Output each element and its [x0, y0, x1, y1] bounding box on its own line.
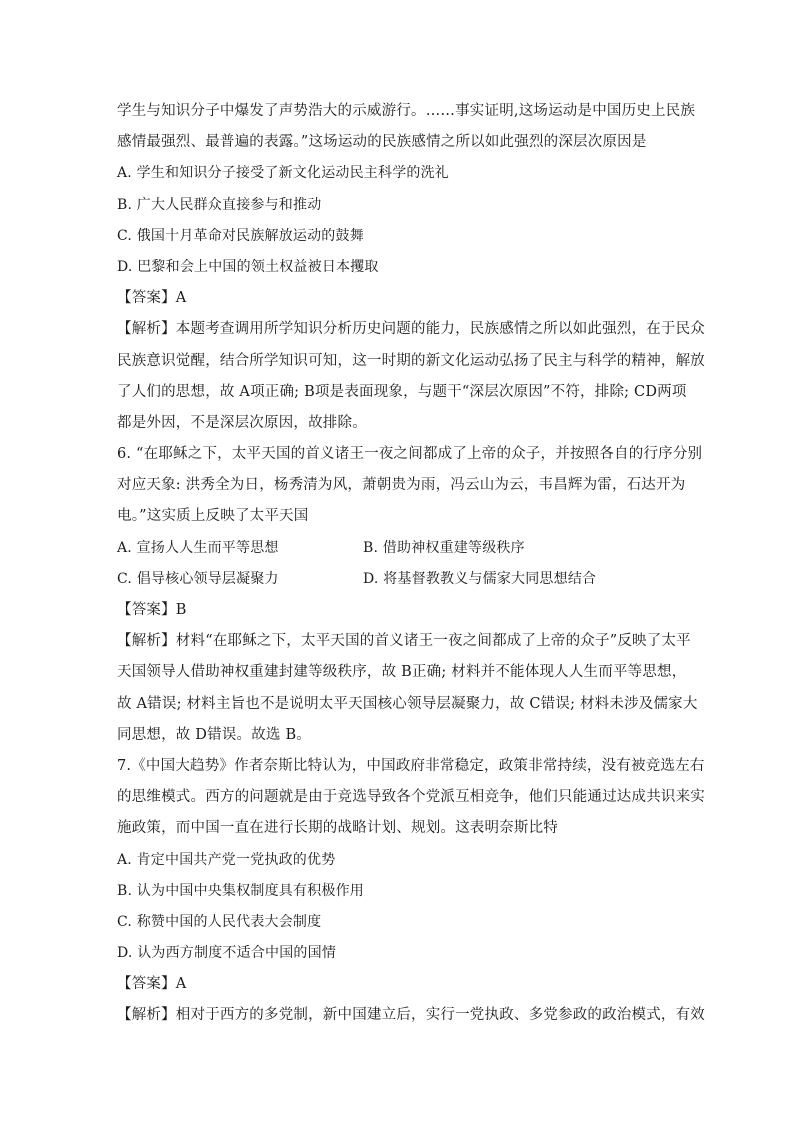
option-c: C. 倡导核心领导层凝聚力: [117, 570, 279, 587]
question-7: 7.《中国大趋势》作者奈斯比特认为，中国政府非常稳定，政策非常持续，没有被竞选左右: [117, 757, 705, 774]
option-b: B. 广大人民群众直接参与和推动: [117, 196, 322, 213]
text-line: 电。”这实质上反映了太平天国: [117, 508, 309, 525]
text-line: 感情最强烈、最普遍的表露。”这场运动的民族感情之所以如此强烈的深层次原因是: [117, 134, 647, 151]
option-d: D. 将基督教教义与儒家大同思想结合: [363, 570, 597, 587]
option-c: C. 俄国十月革命对民族解放运动的鼓舞: [117, 227, 364, 244]
option-a: A. 宣扬人人生而平等思想: [117, 539, 279, 556]
option-a: A. 学生和知识分子接受了新文化运动民主科学的洗礼: [117, 165, 450, 182]
option-row: [117, 533, 677, 564]
text-line: 民族意识觉醒，结合所学知识可知，这一时期的新文化运动弘扬了民主与科学的精神，解放: [117, 352, 705, 369]
option-d: D. 巴黎和会上中国的领土权益被日本攫取: [117, 258, 379, 275]
option-d: D. 认为西方制度不适合中国的国情: [117, 945, 337, 962]
option-c: C. 称赞中国的人民代表大会制度: [117, 913, 322, 930]
answer-line: 【答案】B: [117, 602, 187, 618]
text-line: 学生与知识分子中爆发了声势浩大的示威游行。……事实证明,这场运动是中国历史上民族: [117, 103, 696, 119]
text-line: 施政策，而中国一直在进行长期的战略计划、规划。这表明奈斯比特: [117, 820, 558, 837]
document-page: [117, 96, 705, 1032]
answer-line: 【答案】A: [117, 976, 187, 993]
analysis-line: 【解析】相对于西方的多党制，新中国建立后，实行一党执政、多党参政的政治模式，有效: [117, 1007, 705, 1024]
text-line: 故 A错误; 材料主旨也不是说明太平天国核心领导层凝聚力，故 C错误; 材料未涉及儒家大: [117, 695, 698, 712]
option-b: B. 认为中国中央集权制度具有积极作用: [117, 882, 364, 899]
question-6: 6. “在耶稣之下，太平天国的首义诸王一夜之间都成了上帝的众子，并按照各自的行序分别: [117, 446, 703, 463]
text-line: 都是外因，不是深层次原因，故排除。: [117, 414, 367, 431]
text-line: 的思维模式。西方的问题就是由于竞选导致各个党派互相竞争，他们只能通过达成共识来实: [117, 789, 705, 806]
text-line: 天国领导人借助神权重建封建等级秩序，故 B正确; 材料并不能体现人人生而平等思想，: [117, 664, 687, 681]
analysis-line: 【解析】本题考查调用所学知识分析历史问题的能力，民族感情之所以如此强烈，在于民众: [117, 321, 705, 338]
option-row: [117, 564, 677, 595]
text-line: 对应天象: 洪秀全为日，杨秀清为风，萧朝贵为雨，冯云山为云，韦昌辉为雷，石达开为: [117, 477, 686, 494]
option-b: B. 借助神权重建等级秩序: [363, 539, 525, 556]
analysis-line: 【解析】材料“在耶稣之下，太平天国的首义诸王一夜之间都成了上帝的众子”反映了太平: [117, 633, 691, 650]
text-line: 了人们的思想，故 A项正确; B项是表面现象，与题干“深层次原因”不符，排除; CD两项: [117, 383, 687, 400]
text-line: 同思想，故 D错误。故选 B。: [117, 726, 311, 743]
answer-line: 【答案】A: [117, 290, 187, 307]
option-a: A. 肯定中国共产党一党执政的优势: [117, 851, 336, 868]
